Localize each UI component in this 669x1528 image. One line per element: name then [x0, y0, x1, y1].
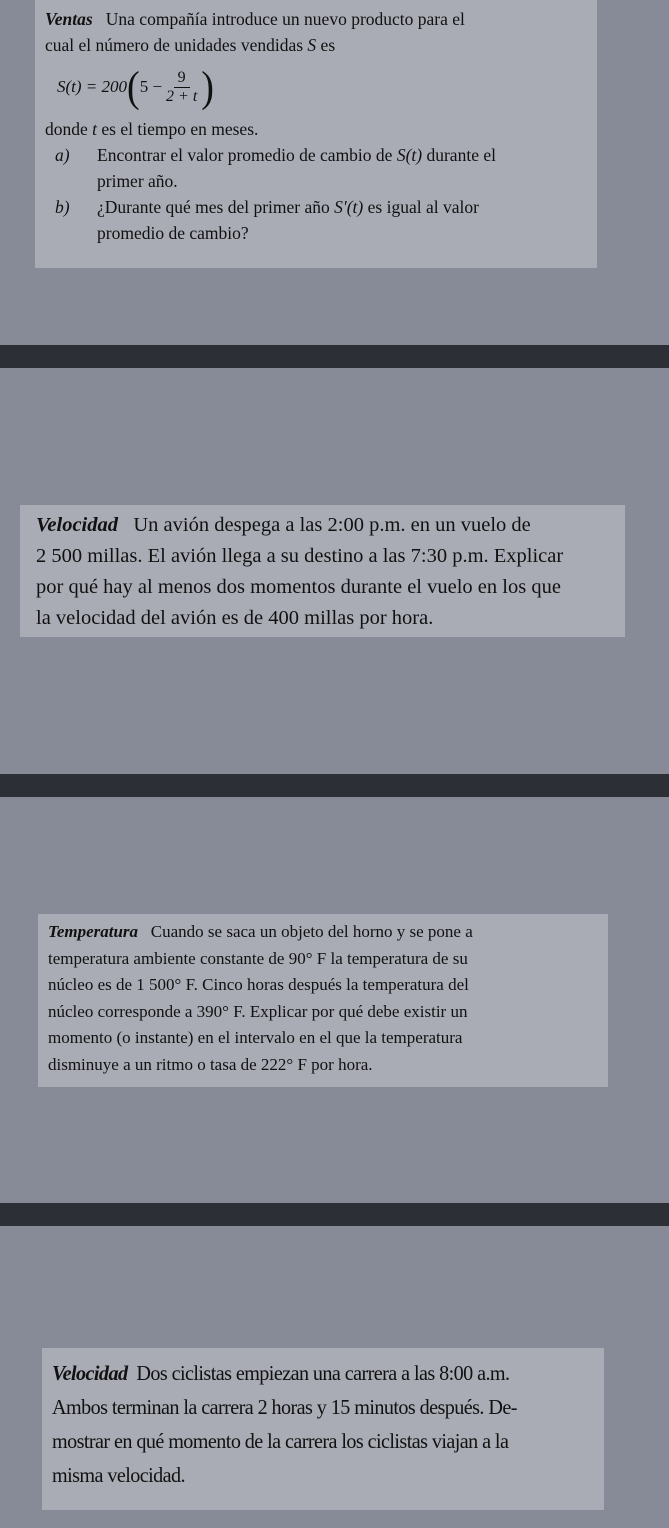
text-line: disminuye a un ritmo o tasa de 222° F por hora. — [48, 1054, 373, 1074]
text-line: Ambos terminan la carrera 2 horas y 15 minutos después. De- — [52, 1395, 517, 1419]
fraction-denominator: 2 + t — [166, 87, 198, 105]
separator-band — [0, 1203, 669, 1226]
fraction — [166, 69, 197, 106]
text-line: Velocidad Dos ciclistas empiezan una carrera a las 8:00 a.m. — [52, 1361, 510, 1385]
open-paren: ( — [127, 62, 140, 112]
text-line: núcleo es de 1 500° F. Cinco horas después la temperatura del — [48, 975, 469, 994]
text-line: misma velocidad. — [52, 1463, 185, 1487]
intro-line: cual el número de unidades vendidas S es — [45, 35, 336, 55]
item-label: a) — [55, 145, 70, 165]
item-label: b) — [55, 197, 70, 217]
problem-card-ventas — [35, 0, 597, 268]
text-line: momento (o instante) en el intervalo en el que la temperatura — [48, 1028, 463, 1047]
problem-card-velocidad-avion — [20, 505, 625, 637]
problem-card-velocidad-ciclistas — [42, 1348, 604, 1510]
sales-equation — [45, 58, 587, 116]
text-line: temperatura ambiente constante de 90° F la temperatura de su — [48, 948, 468, 968]
text-line: la velocidad del avión es de 400 millas por hora. — [36, 607, 434, 629]
separator-band — [0, 345, 669, 368]
equation-term: 5 − — [139, 77, 163, 96]
fraction-numerator: 9 — [174, 69, 190, 88]
where-line: donde t es el tiempo en meses. — [45, 119, 259, 139]
text-line: núcleo corresponde a 390° F. Explicar por qué debe existir un — [48, 1001, 468, 1021]
problem-title: Temperatura — [48, 922, 139, 941]
question-item-b: b) ¿Durante qué mes del primer año S′(t) es igual al valor promedio de cambio? — [45, 194, 587, 246]
equation-lhs: S(t) = 200 — [57, 77, 128, 96]
intro-line: Ventas Una compañía introduce un nuevo producto para el — [45, 9, 465, 29]
separator-band — [0, 774, 669, 797]
problem-title: Velocidad — [52, 1361, 128, 1385]
problem-card-temperatura — [38, 914, 608, 1087]
question-item-a: a) Encontrar el valor promedio de cambio de S(t) durante el primer año. — [45, 142, 587, 194]
problem-title: Ventas — [45, 9, 93, 29]
text-line: Temperatura Cuando se saca un objeto del horno y se pone a — [48, 922, 473, 941]
text-line: 2 500 millas. El avión llega a su destino a las 7:30 p.m. Explicar — [36, 545, 564, 567]
close-paren: ) — [201, 62, 214, 112]
text-line: mostrar en qué momento de la carrera los ciclistas viajan a la — [52, 1429, 509, 1453]
text-line: por qué hay al menos dos momentos durante el vuelo en los que — [36, 576, 561, 598]
text-line: Velocidad Un avión despega a las 2:00 p.m. en un vuelo de — [36, 514, 531, 536]
problem-title: Velocidad — [36, 514, 118, 536]
